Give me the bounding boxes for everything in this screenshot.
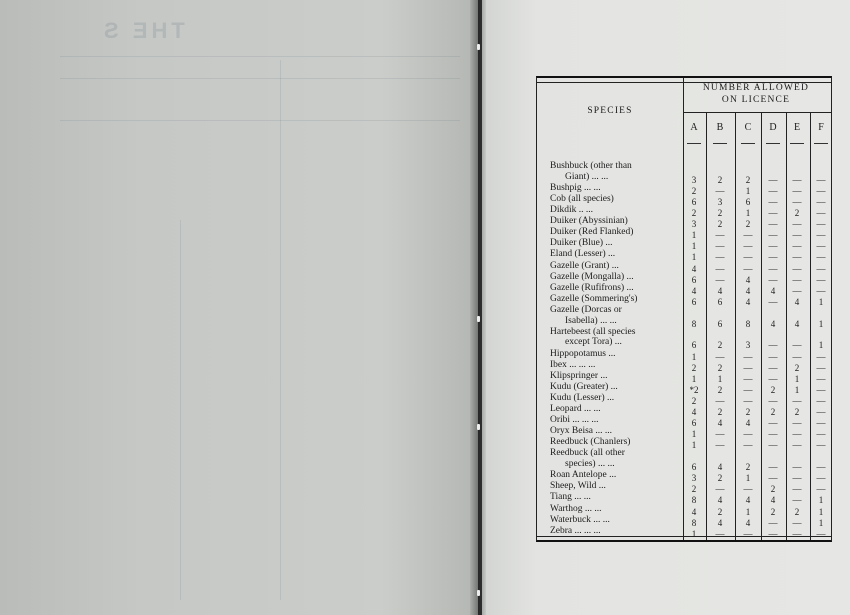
species-name: Dikdik .. ... [550, 205, 594, 215]
value-cell-a: 8 [691, 517, 697, 528]
value-cell-f: — [816, 528, 826, 539]
value-cell-f: — [816, 429, 826, 440]
value-cell-e: — [792, 351, 802, 362]
value-cell-c: 3 [745, 340, 751, 351]
value-cell-d: 4 [770, 285, 776, 296]
value-cell-d: — [768, 241, 778, 252]
species-name: Kudu (Greater) ... [550, 381, 618, 392]
value-cell-f: — [816, 230, 826, 241]
value-cell-c: — [743, 351, 753, 362]
value-cell-d: 2 [770, 506, 776, 517]
species-name: Hartebeest (all species [550, 326, 636, 337]
value-cell-b: 4 [717, 418, 723, 429]
value-cell-c: 1 [745, 473, 751, 484]
value-cell-f: — [816, 373, 826, 384]
value-cell-b: 4 [717, 462, 723, 473]
value-cell-c: 2 [745, 174, 751, 185]
value-cell-f: — [816, 418, 826, 429]
value-cell-f: — [816, 274, 826, 285]
value-cell-c: 4 [745, 296, 751, 307]
value-cell-a: 2 [691, 362, 697, 373]
value-cell-f: 1 [818, 495, 824, 506]
species-name: Oribi ... ... ... [550, 415, 599, 426]
column-divider [706, 112, 707, 540]
value-cell-b: 4 [717, 495, 723, 506]
species-name: Hippopotamus ... [550, 348, 616, 359]
value-cell-b: 2 [717, 473, 723, 484]
value-cell-b: — [715, 484, 725, 495]
species-name: Bushbuck (other than [550, 161, 632, 171]
value-cell-b: 2 [717, 384, 723, 395]
value-cell-f: 1 [818, 517, 824, 528]
column-header-c: C [744, 122, 752, 133]
value-cell-e: — [792, 528, 802, 539]
show-through-line [280, 60, 281, 600]
value-cell-e: — [792, 185, 802, 196]
show-through-line [60, 56, 460, 57]
value-cell-f: — [816, 473, 826, 484]
value-cell-d: — [768, 440, 778, 451]
value-cell-d: — [768, 418, 778, 429]
value-cell-b: 1 [717, 373, 723, 384]
value-cell-e: — [792, 462, 802, 473]
value-cell-e: — [792, 285, 802, 296]
species-name: Duiker (Blue) ... [550, 238, 613, 249]
value-cell-a: 8 [691, 495, 697, 506]
value-cell-a: 1 [691, 528, 697, 539]
show-through-line [60, 78, 460, 79]
value-cell-c: — [743, 440, 753, 451]
value-cell-e: — [792, 196, 802, 207]
header-tick [814, 143, 828, 144]
on-licence-header: ON LICENCE [721, 95, 791, 105]
value-cell-e: — [792, 473, 802, 484]
value-cell-f: — [816, 196, 826, 207]
species-name: Duiker (Abyssinian) [550, 216, 628, 227]
species-name: Roan Antelope ... [550, 470, 617, 481]
value-cell-a: *2 [689, 384, 699, 395]
value-cell-f: — [816, 395, 826, 406]
species-name: Isabella) ... ... [565, 315, 617, 326]
binding-stitch [477, 44, 480, 50]
value-cell-d: 2 [770, 484, 776, 495]
binding-stitch [477, 424, 480, 430]
value-cell-c: 4 [745, 274, 751, 285]
value-cell-f: — [816, 241, 826, 252]
value-cell-e: 2 [794, 407, 800, 417]
value-cell-e: — [792, 440, 802, 451]
value-cell-f: 1 [818, 340, 824, 351]
value-cell-d: 4 [770, 318, 776, 329]
value-cell-b: 2 [717, 174, 723, 185]
value-cell-f: — [816, 351, 826, 362]
column-header-e: E [793, 122, 801, 133]
value-cell-d: — [768, 208, 778, 218]
value-cell-a: 3 [691, 219, 697, 230]
value-cell-e: 2 [794, 208, 800, 218]
value-cell-f: — [816, 252, 826, 263]
show-through-line [60, 120, 460, 121]
species-name: Duiker (Red Flanked) [550, 227, 634, 238]
value-cell-a: 1 [691, 230, 697, 241]
header-tick [713, 143, 727, 144]
value-cell-d: — [768, 517, 778, 528]
value-cell-c: 4 [745, 418, 751, 429]
value-cell-c: 2 [745, 462, 751, 473]
value-cell-e: — [792, 252, 802, 263]
value-cell-e: — [792, 230, 802, 241]
value-cell-f: 1 [818, 318, 824, 329]
column-divider [761, 112, 762, 540]
value-cell-a: 6 [691, 462, 697, 473]
value-cell-c: — [743, 373, 753, 384]
species-name: Gazelle (Grant) ... [550, 260, 619, 271]
value-cell-d: — [768, 528, 778, 539]
value-cell-e: — [792, 429, 802, 440]
species-name: Leopard ... ... [550, 404, 601, 414]
species-name: Oryx Beisa ... ... [550, 426, 613, 437]
value-cell-c: — [743, 395, 753, 406]
value-cell-c: — [743, 362, 753, 373]
value-cell-c: 4 [745, 285, 751, 296]
value-cell-a: 2 [691, 208, 697, 218]
show-through-title: THE S [100, 18, 185, 43]
value-cell-b: 2 [717, 208, 723, 218]
species-name: Kudu (Lesser) ... [550, 392, 615, 403]
column-divider [810, 112, 811, 540]
column-divider [735, 112, 736, 540]
species-name: Gazelle (Dorcas or [550, 304, 622, 315]
species-name: Eland (Lesser) ... [550, 249, 616, 260]
species-name: Warthog ... ... [550, 503, 602, 514]
value-cell-b: 4 [717, 517, 723, 528]
value-cell-c: — [743, 230, 753, 241]
value-cell-e: — [792, 418, 802, 429]
value-cell-d: 4 [770, 495, 776, 506]
value-cell-f: — [816, 462, 826, 473]
value-cell-a: 4 [691, 407, 697, 417]
value-cell-e: — [792, 484, 802, 495]
value-cell-c: 1 [745, 185, 751, 196]
column-header-a: A [690, 122, 698, 133]
value-cell-d: — [768, 230, 778, 241]
value-cell-a: 1 [691, 351, 697, 362]
value-cell-a: 4 [691, 285, 697, 296]
column-divider [786, 112, 787, 540]
value-cell-c: — [743, 263, 753, 274]
value-cell-f: — [816, 407, 826, 417]
species-name: except Tora) ... [565, 337, 622, 348]
value-cell-c: 1 [745, 506, 751, 517]
value-cell-c: — [743, 484, 753, 495]
value-cell-d: — [768, 252, 778, 263]
species-name: Tiang ... ... [550, 492, 591, 503]
header-tick [687, 143, 701, 144]
value-cell-e: 2 [794, 506, 800, 517]
value-cell-b: — [715, 528, 725, 539]
value-cell-f: — [816, 362, 826, 373]
show-through-line [180, 220, 181, 600]
value-cell-f: — [816, 219, 826, 230]
value-cell-a: 3 [691, 473, 697, 484]
value-cell-f: — [816, 285, 826, 296]
column-header-d: D [769, 122, 777, 133]
value-cell-c: 4 [745, 517, 751, 528]
binding-stitch [477, 590, 480, 596]
header-tick [790, 143, 804, 144]
value-cell-e: — [792, 219, 802, 230]
value-cell-c: — [743, 429, 753, 440]
value-cell-d: — [768, 174, 778, 185]
value-cell-a: 2 [691, 185, 697, 196]
value-cell-d: 2 [770, 407, 776, 417]
value-cell-d: — [768, 362, 778, 373]
value-cell-a: 6 [691, 196, 697, 207]
value-cell-e: 2 [794, 362, 800, 373]
value-cell-d: — [768, 462, 778, 473]
value-cell-d: — [768, 196, 778, 207]
value-cell-f: — [816, 263, 826, 274]
value-cell-b: — [715, 274, 725, 285]
value-cell-b: — [715, 241, 725, 252]
value-cell-f: 1 [818, 296, 824, 307]
value-cell-e: — [792, 274, 802, 285]
species-name: Reedbuck (Chanlers) [550, 437, 631, 448]
value-cell-a: 4 [691, 263, 697, 274]
species-name: Giant) ... ... [565, 171, 609, 182]
species-name: Reedbuck (all other [550, 448, 625, 459]
value-cell-b: 6 [717, 318, 723, 329]
value-cell-f: — [816, 484, 826, 495]
value-cell-e: — [792, 517, 802, 528]
species-name: Gazelle (Mongalla) ... [550, 271, 634, 282]
value-cell-a: 6 [691, 340, 697, 351]
value-cell-d: — [768, 373, 778, 384]
value-cell-f: — [816, 174, 826, 185]
value-cell-b: 2 [717, 340, 723, 351]
value-cell-b: 2 [717, 219, 723, 230]
value-cell-d: — [768, 340, 778, 351]
column-header-b: B [716, 122, 724, 133]
value-cell-a: 3 [691, 174, 697, 185]
value-cell-b: — [715, 230, 725, 241]
column-header-f: F [818, 122, 824, 133]
value-cell-c: 4 [745, 495, 751, 506]
value-cell-b: 3 [717, 196, 723, 207]
value-cell-c: 6 [745, 196, 751, 207]
value-cell-c: 8 [745, 318, 751, 329]
value-cell-a: 6 [691, 274, 697, 285]
value-cell-b: 2 [717, 506, 723, 517]
value-cell-f: — [816, 208, 826, 218]
species-name: Bushpig ... ... [550, 182, 601, 193]
value-cell-f: — [816, 185, 826, 196]
value-cell-c: — [743, 241, 753, 252]
value-cell-c: — [743, 384, 753, 395]
value-cell-a: 1 [691, 440, 697, 451]
value-cell-d: 2 [770, 384, 776, 395]
value-cell-d: — [768, 219, 778, 230]
value-cell-a: 1 [691, 429, 697, 440]
value-cell-b: — [715, 351, 725, 362]
species-name: Sheep, Wild ... [550, 481, 606, 492]
value-cell-d: — [768, 263, 778, 274]
value-cell-b: — [715, 185, 725, 196]
value-cell-a: 2 [691, 484, 697, 495]
value-cell-b: — [715, 252, 725, 263]
species-name: Gazelle (Rufifrons) ... [550, 282, 634, 293]
value-cell-e: — [792, 495, 802, 506]
value-cell-a: 2 [691, 395, 697, 406]
value-cell-b: 4 [717, 285, 723, 296]
species-name: Ibex ... ... ... [550, 359, 596, 370]
value-cell-b: — [715, 395, 725, 406]
value-cell-d: — [768, 274, 778, 285]
value-cell-e: 4 [794, 318, 800, 329]
species-name: Cob (all species) [550, 193, 614, 204]
value-cell-a: 1 [691, 373, 697, 384]
value-cell-a: 6 [691, 418, 697, 429]
species-header: SPECIES [587, 106, 633, 116]
value-cell-c: — [743, 252, 753, 263]
species-name: Waterbuck ... ... [550, 514, 610, 525]
number-allowed-header: NUMBER ALLOWED [702, 83, 810, 93]
value-cell-d: — [768, 351, 778, 362]
value-cell-b: — [715, 440, 725, 451]
species-name: Klipspringer ... [550, 370, 608, 381]
value-cell-a: 4 [691, 506, 697, 517]
value-cell-d: — [768, 296, 778, 307]
value-cell-e: — [792, 263, 802, 274]
value-cell-e: 1 [794, 373, 800, 384]
value-cell-e: 4 [794, 296, 800, 307]
value-cell-d: — [768, 429, 778, 440]
value-cell-a: 1 [691, 241, 697, 252]
value-cell-d: — [768, 185, 778, 196]
header-tick [766, 143, 780, 144]
value-cell-b: 2 [717, 407, 723, 417]
value-cell-e: — [792, 340, 802, 351]
value-cell-f: 1 [818, 506, 824, 517]
value-cell-b: 2 [717, 362, 723, 373]
species-name: Zebra ... ... ... [550, 525, 601, 536]
species-column-divider [683, 78, 684, 540]
value-cell-e: — [792, 395, 802, 406]
value-cell-b: 6 [717, 296, 723, 307]
species-name: Gazelle (Sommering's) [550, 293, 638, 304]
value-cell-a: 6 [691, 296, 697, 307]
value-cell-b: — [715, 429, 725, 440]
binding-stitch [477, 316, 480, 322]
value-cell-c: 2 [745, 407, 751, 417]
value-cell-d: — [768, 473, 778, 484]
value-cell-e: — [792, 174, 802, 185]
value-cell-a: 1 [691, 252, 697, 263]
value-cell-b: — [715, 263, 725, 274]
value-cell-d: — [768, 395, 778, 406]
value-cell-f: — [816, 384, 826, 395]
species-name: species) ... ... [565, 459, 615, 470]
value-cell-e: 1 [794, 384, 800, 395]
value-cell-c: 2 [745, 219, 751, 230]
header-tick [741, 143, 755, 144]
value-cell-e: — [792, 241, 802, 252]
value-cell-c: — [743, 528, 753, 539]
value-cell-a: 8 [691, 318, 697, 329]
value-cell-c: 1 [745, 208, 751, 218]
book-spine [470, 0, 486, 615]
value-cell-f: — [816, 440, 826, 451]
